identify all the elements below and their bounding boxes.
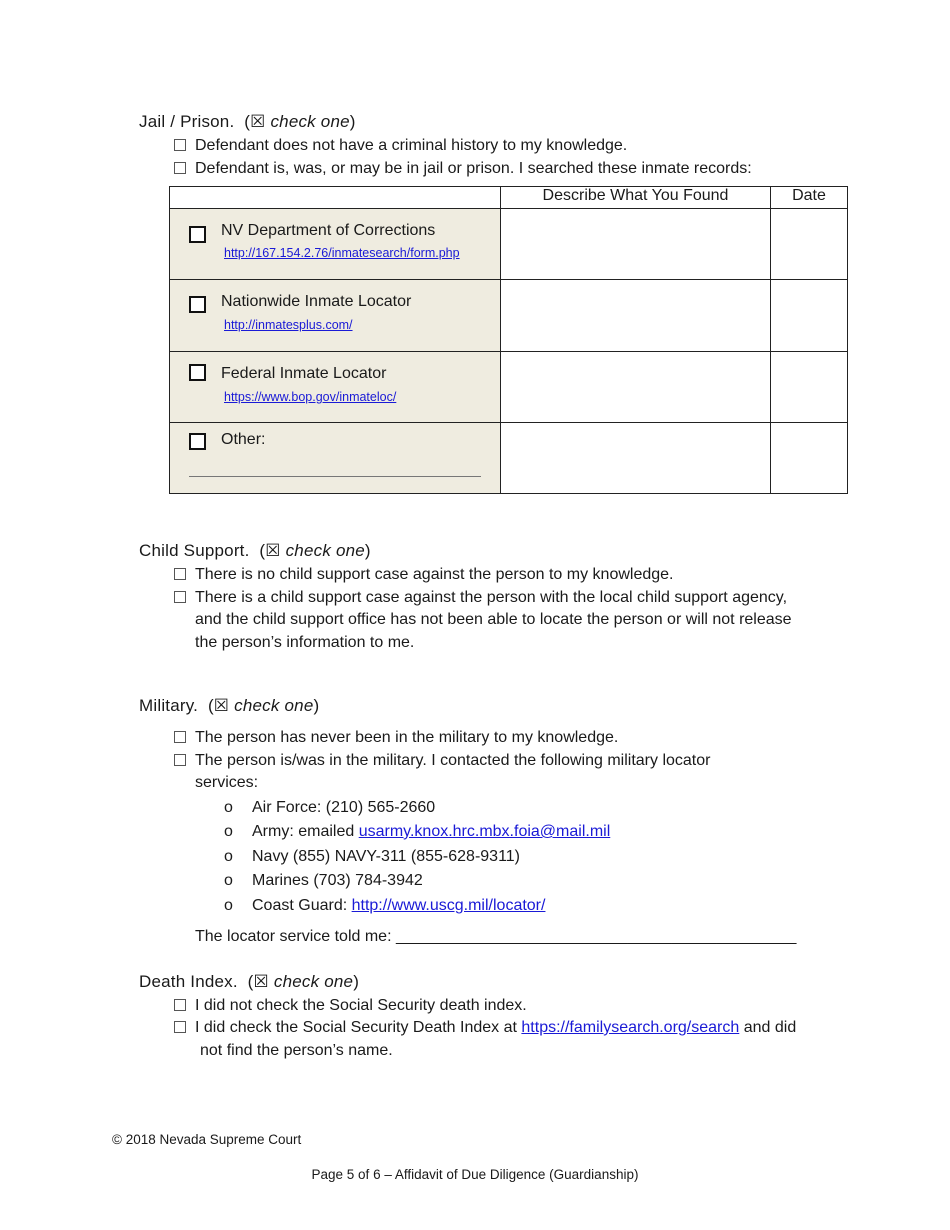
locator-told-line[interactable]: The locator service told me: _____________________________________________ bbox=[195, 928, 797, 945]
checkbox[interactable] bbox=[174, 591, 186, 603]
list-item bbox=[224, 897, 545, 915]
list-item bbox=[224, 823, 610, 841]
jail-check-note: check one bbox=[270, 112, 350, 131]
death-index-option-checked[interactable]: I did check the Social Security Death Index at https://familysearch.org/search and did bbox=[174, 1019, 796, 1037]
table-row bbox=[170, 423, 848, 494]
army-email-link[interactable]: usarmy.knox.hrc.mbx.foia@mail.mil bbox=[358, 823, 611, 840]
bullet-icon: o bbox=[224, 823, 233, 840]
child-support-heading: Child Support. (☒ check one) bbox=[139, 541, 371, 560]
child-support-check-note: check one bbox=[285, 541, 365, 560]
found-cell[interactable] bbox=[501, 209, 771, 280]
nationwide-locator-link[interactable]: http://inmatesplus.com/ bbox=[224, 318, 353, 332]
date-cell[interactable] bbox=[771, 209, 848, 280]
row-label-cell bbox=[170, 352, 501, 423]
table-header-date: Date bbox=[771, 187, 848, 209]
death-index-option-checked-line2: not find the person’s name. bbox=[200, 1042, 393, 1059]
copyright-text: © 2018 Nevada Supreme Court bbox=[112, 1132, 302, 1147]
federal-locator-checkbox[interactable] bbox=[189, 364, 206, 381]
familysearch-link[interactable]: https://familysearch.org/search bbox=[521, 1019, 740, 1036]
inmate-records-table bbox=[169, 186, 848, 494]
nv-corrections-label: NV Department of Corrections bbox=[221, 222, 436, 239]
military-option-served-line2: services: bbox=[195, 774, 259, 791]
military-option-served[interactable]: The person is/was in the military. I contacted the following military locator bbox=[174, 752, 710, 770]
date-cell[interactable] bbox=[771, 423, 848, 494]
military-heading-text: Military. bbox=[139, 696, 199, 715]
checkbox[interactable] bbox=[174, 1021, 186, 1033]
table-header-found: Describe What You Found bbox=[501, 187, 771, 209]
child-support-option-case-line2: and the child support office has not been able to locate the person or will not release bbox=[195, 611, 792, 628]
other-write-line[interactable] bbox=[189, 476, 481, 477]
found-cell[interactable] bbox=[501, 423, 771, 494]
nv-corrections-link[interactable]: http://167.154.2.76/inmatesearch/form.php bbox=[224, 246, 460, 260]
other-label: Other: bbox=[221, 431, 266, 448]
date-cell[interactable] bbox=[771, 352, 848, 423]
nationwide-locator-label: Nationwide Inmate Locator bbox=[221, 293, 412, 310]
page-footer: Page 5 of 6 – Affidavit of Due Diligence (Guardianship) bbox=[311, 1167, 639, 1182]
table-header-row bbox=[170, 187, 848, 209]
list-item bbox=[224, 872, 423, 890]
checkbox[interactable] bbox=[174, 754, 186, 766]
marines-text: Marines (703) 784-3942 bbox=[252, 872, 423, 889]
death-index-check-note: check one bbox=[273, 972, 354, 991]
navy-text: Navy (855) NAVY-311 (855-628-9311) bbox=[252, 848, 520, 865]
table-row bbox=[170, 209, 848, 280]
child-support-option-none[interactable]: There is no child support case against the person to my knowledge. bbox=[174, 566, 674, 584]
bullet-icon: o bbox=[224, 872, 233, 889]
death-index-option-not-checked[interactable]: I did not check the Social Security death index. bbox=[174, 997, 527, 1015]
military-check-note: check one bbox=[234, 696, 314, 715]
jail-option-no-history[interactable]: Defendant does not have a criminal history to my knowledge. bbox=[174, 137, 627, 155]
checkbox[interactable] bbox=[174, 139, 186, 151]
death-index-heading: Death Index. (☒ check one) bbox=[139, 972, 360, 991]
found-cell[interactable] bbox=[501, 280, 771, 352]
bullet-icon: o bbox=[224, 799, 233, 816]
child-support-option-case-line3: the person’s information to me. bbox=[195, 634, 415, 651]
army-text: Army: emailed bbox=[252, 823, 359, 840]
other-checkbox[interactable] bbox=[189, 433, 206, 450]
checkbox[interactable] bbox=[174, 999, 186, 1011]
table-row bbox=[170, 280, 848, 352]
federal-locator-link[interactable]: https://www.bop.gov/inmateloc/ bbox=[224, 390, 397, 404]
military-option-never[interactable]: The person has never been in the military to my knowledge. bbox=[174, 729, 618, 747]
date-cell[interactable] bbox=[771, 280, 848, 352]
table-header-blank bbox=[170, 187, 501, 209]
federal-locator-label: Federal Inmate Locator bbox=[221, 365, 387, 382]
list-item bbox=[224, 799, 435, 817]
row-label-cell bbox=[170, 280, 501, 352]
jail-heading-text: Jail / Prison. bbox=[139, 112, 235, 131]
child-support-option-case[interactable]: There is a child support case against the person with the local child support agency, bbox=[174, 589, 787, 607]
air-force-text: Air Force: (210) 565-2660 bbox=[252, 799, 436, 816]
jail-heading: Jail / Prison. (☒ check one) bbox=[139, 112, 356, 131]
bullet-icon: o bbox=[224, 848, 233, 865]
military-heading: Military. (☒ check one) bbox=[139, 696, 320, 715]
list-item bbox=[224, 848, 520, 866]
nv-corrections-checkbox[interactable] bbox=[189, 226, 206, 243]
table-row bbox=[170, 352, 848, 423]
found-cell[interactable] bbox=[501, 352, 771, 423]
checkbox[interactable] bbox=[174, 162, 186, 174]
row-label-cell bbox=[170, 423, 501, 494]
row-label-cell bbox=[170, 209, 501, 280]
nationwide-locator-checkbox[interactable] bbox=[189, 296, 206, 313]
death-index-heading-text: Death Index. bbox=[139, 972, 238, 991]
checkbox[interactable] bbox=[174, 731, 186, 743]
child-support-heading-text: Child Support. bbox=[139, 541, 250, 560]
coast-guard-text: Coast Guard: bbox=[252, 897, 352, 914]
bullet-icon: o bbox=[224, 897, 233, 914]
checkbox[interactable] bbox=[174, 568, 186, 580]
jail-option-in-jail[interactable]: Defendant is, was, or may be in jail or prison. I searched these inmate records: bbox=[174, 160, 752, 178]
coast-guard-link[interactable]: http://www.uscg.mil/locator/ bbox=[351, 897, 546, 914]
